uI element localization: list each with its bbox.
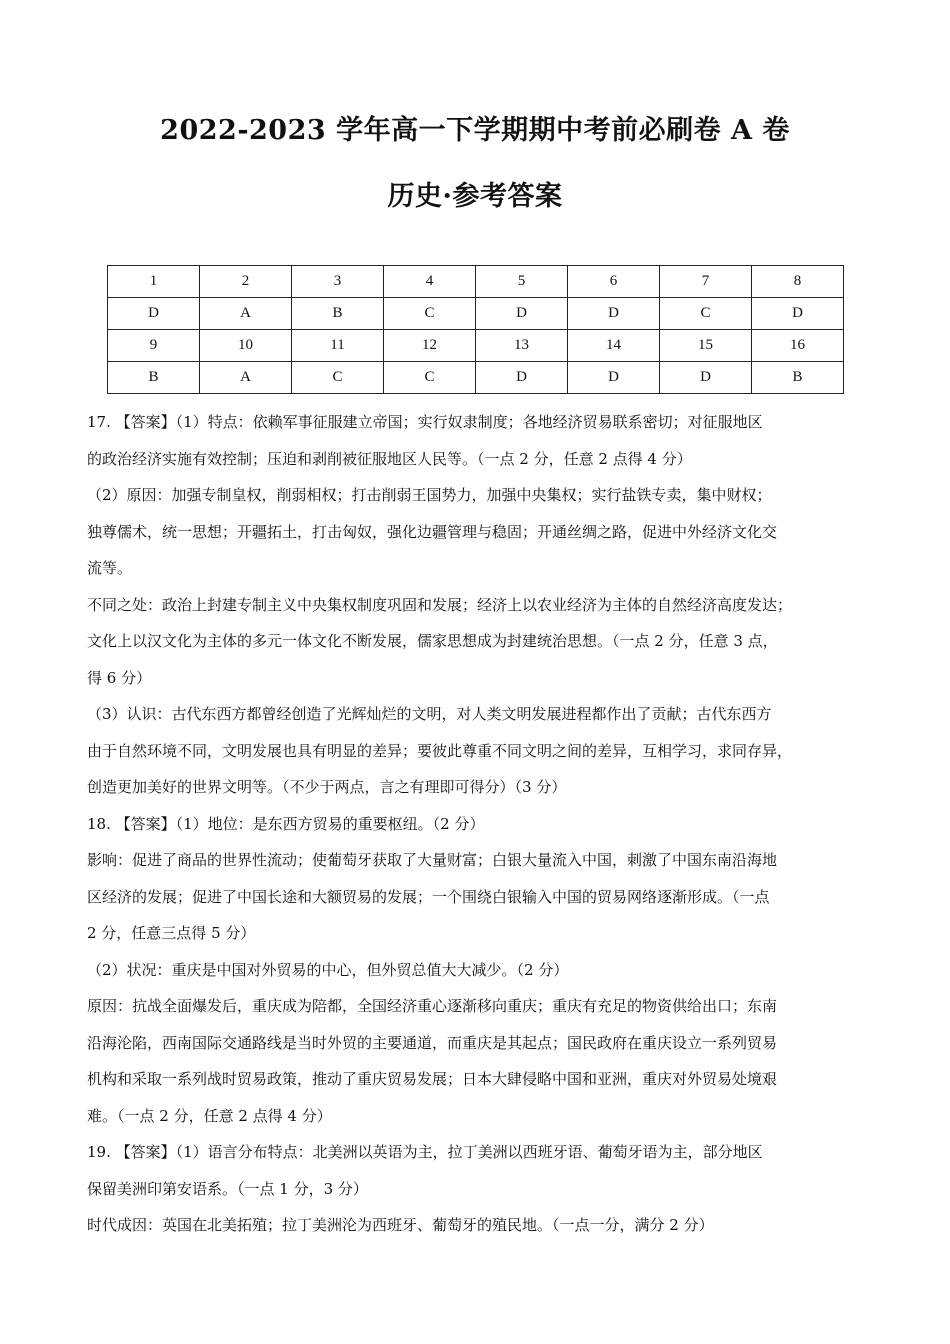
answer-key-cell: B	[752, 362, 844, 394]
answer-line: 流等。	[87, 559, 133, 577]
question-number-cell: 8	[752, 266, 844, 298]
question-number-cell: 13	[476, 330, 568, 362]
answer-line: 原因：抗战全面爆发后，重庆成为陪都，全国经济重心逐渐移向重庆；重庆有充足的物资供给出口；东南	[87, 997, 778, 1015]
question-number-row	[108, 330, 844, 362]
answer-key-cell: D	[568, 298, 660, 330]
question-number-row	[108, 266, 844, 298]
answer-key-row	[108, 298, 844, 330]
answer-line: 独尊儒术，统一思想；开疆拓土，打击匈奴，强化边疆管理与稳固；开通丝绸之路，促进中外经济文化交	[87, 522, 778, 541]
answer-line: 创造更加美好的世界文明等。（不少于两点，言之有理即可得分）（3 分）	[87, 778, 567, 796]
answer-line: （2）状况：重庆是中国对外贸易的中心，但外贸总值大大减少。（2 分）	[87, 960, 569, 979]
question-number-cell: 14	[568, 330, 660, 362]
question-number-cell: 6	[568, 266, 660, 298]
page-title: 2022-2023 学年高一下学期期中考前必刷卷 A 卷	[160, 115, 790, 146]
answer-key-cell: D	[108, 298, 200, 330]
answer-line: 保留美洲印第安语系。（一点 1 分，3 分）	[87, 1179, 368, 1198]
page-subtitle: 历史·参考答案	[387, 181, 563, 212]
answer-key-cell: C	[384, 362, 476, 394]
answer-key-cell: A	[200, 362, 292, 394]
question-number-cell: 9	[108, 330, 200, 362]
answer-line: 18. 【答案】（1）地位：是东西方贸易的重要枢纽。（2 分）	[87, 814, 485, 833]
answer-line: 时代成因：英国在北美拓殖；拉丁美洲沦为西班牙、葡萄牙的殖民地。（一点一分，满分 2 分）	[87, 1216, 714, 1234]
answer-line: 2 分，任意三点得 5 分）	[87, 924, 256, 942]
answer-line: （3）认识：古代东西方都曾经创造了光辉灿烂的文明，对人类文明发展进程都作出了贡献；古代东西方	[87, 705, 772, 723]
question-number-cell: 11	[292, 330, 384, 362]
question-number-cell: 4	[384, 266, 476, 298]
answer-key-cell: A	[200, 298, 292, 330]
answer-line: 得 6 分）	[87, 668, 152, 687]
answer-key-cell: D	[752, 298, 844, 330]
answer-line: （2）原因：加强专制皇权，削弱相权；打击削弱王国势力，加强中央集权；实行盐铁专卖，集中财权；	[87, 486, 772, 504]
answer-line: 区经济的发展；促进了中国长途和大额贸易的发展；一个围绕白银输入中国的贸易网络逐渐形成。（一点	[87, 887, 770, 906]
answer-key-cell: B	[292, 298, 384, 330]
answer-key-cell: C	[292, 362, 384, 394]
answer-line: 不同之处：政治上封建专制主义中央集权制度巩固和发展；经济上以农业经济为主体的自然经济高度发达；	[87, 595, 793, 614]
question-number-cell: 3	[292, 266, 384, 298]
answer-key-cell: D	[476, 362, 568, 394]
answer-line: 由于自然环境不同，文明发展也具有明显的差异；要彼此尊重不同文明之间的差异，互相学习，求同存异，	[87, 741, 793, 760]
question-number-cell: 15	[660, 330, 752, 362]
answer-key-cell: C	[384, 298, 476, 330]
answer-key-cell: D	[568, 362, 660, 394]
question-number-cell: 10	[200, 330, 292, 362]
answer-line: 难。（一点 2 分，任意 2 点得 4 分）	[87, 1106, 332, 1125]
answer-key-cell: C	[660, 298, 752, 330]
answer-line: 的政治经济实施有效控制；压迫和剥削被征服地区人民等。（一点 2 分，任意 2 点得 4 分）	[87, 449, 692, 468]
answer-key-cell: D	[660, 362, 752, 394]
answer-line: 影响：促进了商品的世界性流动；使葡萄牙获取了大量财富；白银大量流入中国，刺激了中国东南沿海地	[87, 851, 778, 869]
question-number-cell: 1	[108, 266, 200, 298]
answer-line: 19. 【答案】（1）语言分布特点：北美洲以英语为主，拉丁美洲以西班牙语、葡萄牙语为主，部分地区	[87, 1143, 763, 1161]
answer-text	[87, 404, 862, 1244]
answer-key-row	[108, 362, 844, 394]
question-number-cell: 12	[384, 330, 476, 362]
question-number-cell: 7	[660, 266, 752, 298]
answer-key-cell: B	[108, 362, 200, 394]
question-number-cell: 2	[200, 266, 292, 298]
answer-line: 机构和采取一系列战时贸易政策，推动了重庆贸易发展；日本大肆侵略中国和亚洲，重庆对外贸易处境艰	[87, 1070, 778, 1088]
question-number-cell: 5	[476, 266, 568, 298]
answer-line: 17. 【答案】（1）特点：依赖军事征服建立帝国；实行奴隶制度；各地经济贸易联系密切；对征服地区	[87, 413, 763, 431]
question-number-cell: 16	[752, 330, 844, 362]
answer-table	[107, 265, 844, 394]
answer-key-cell: D	[476, 298, 568, 330]
answer-line: 文化上以汉文化为主体的多元一体文化不断发展，儒家思想成为封建统治思想。（一点 2 分，任意 3 点，	[87, 632, 778, 650]
answer-line: 沿海沦陷，西南国际交通路线是当时外贸的主要通道，而重庆是其起点；国民政府在重庆设立一系列贸易	[87, 1033, 778, 1052]
